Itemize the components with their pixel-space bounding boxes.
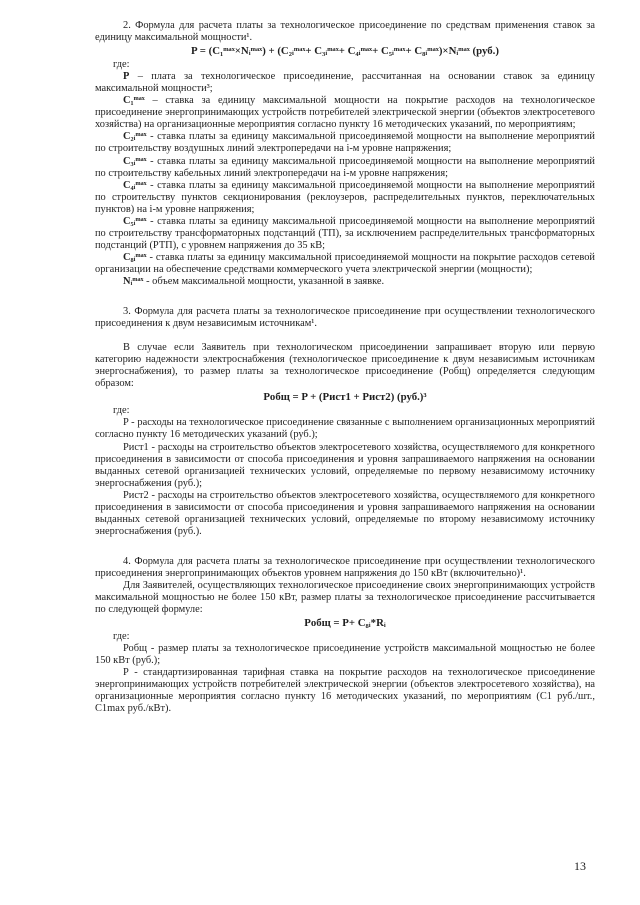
def-symbol: Р xyxy=(123,667,129,679)
section-2-where-label: где: xyxy=(113,59,130,71)
def-symbol: C₁ᵐᵃˣ xyxy=(123,95,145,107)
def-symbol: C₅ᵢᵐᵃˣ xyxy=(123,215,147,227)
section-4-where-label: где: xyxy=(113,631,130,643)
section-3-formula: Pобщ = P + (Pист1 + Pист2) (руб.)³ xyxy=(263,391,427,404)
def-symbol: C₄ᵢᵐᵃˣ xyxy=(123,179,147,191)
s3-def-p1 xyxy=(95,442,595,490)
def-text: - ставка платы за единицу максимальной присоединяемой мощности на выполнение мероприятий по строительству трансформаторных подстанций (ТП), за исключением распределительных трансформаторных подстанций (РТП), с уровнем напряжения до 35 кВ; xyxy=(95,215,595,251)
def-text: - ставка платы за единицу максимальной присоединяемой мощности на выполнение мероприятий по строительству пунктов секционирования (реклоузеров, распределительных пунктов, переключательных пунктов) на i-м уровне напряжения; xyxy=(95,179,595,215)
def-text: - размер платы за технологическое присоединение устройств максимальной мощностью не более 150 кВт (руб.); xyxy=(95,643,595,667)
def-symbol: Pист1 xyxy=(123,441,149,453)
section-3-intro: 3. Формула для расчета платы за технологическое присоединение при осуществлении технологического присоединения к двум независимым источникам¹. xyxy=(95,306,595,330)
section-3-paragraph: В случае если Заявитель при технологическом присоединении запрашивает вторую или первую категорию надежности электроснабжения (технологическое присоединение к двум независимым источникам энергоснабжения), то размер платы за технологическое присоединение (Pобщ) определяется следующим образом: xyxy=(95,342,595,390)
def-text: – ставка за единицу максимальной мощности на покрытие расходов на технологическое присоединение энергопринимающих устройств потребителей электрической энергии (объектов электросетевого хозяйства) на организационные мероприятия согласно пункту 16 методических указаний, по мероприятиям; xyxy=(95,95,595,131)
def-symbol: P xyxy=(123,417,129,429)
def-text: - расходы на строительство объектов электросетевого хозяйства, осуществляемого для конкретного присоединения в зависимости от способа присоединения и уровня запрашиваемого напряжения на основании выданных сетевой организацией технических условий, определяемые по второму независимому источнику энергоснабжения (руб.). xyxy=(95,489,595,537)
def-text: - расходы на технологическое присоединение связанные с выполнением организационных мероприятий согласно пункту 16 методических указаний (руб.); xyxy=(95,417,595,441)
s2-def-c4 xyxy=(95,180,595,216)
s2-def-c2 xyxy=(95,131,595,155)
def-symbol: C₃ᵢᵐᵃˣ xyxy=(123,155,147,167)
def-symbol: Робщ xyxy=(123,643,148,655)
section-2-formula: P = (C₁ᵐᵃˣ×Nᵢᵐᵃˣ) + (C₂ᵢᵐᵃˣ+ C₃ᵢᵐᵃˣ+ C₄ᵢᵐᵃˣ+ C₅ᵢᵐᵃˣ+ C₈ᵢᵐᵃˣ)×Nᵢᵐᵃˣ (руб.) xyxy=(191,45,499,58)
s4-def-p-total xyxy=(95,643,595,667)
section-2-intro: 2. Формула для расчета платы за технологическое присоединение по средствам применения ставок за единицу максимальной мощности¹. xyxy=(95,20,595,44)
s2-def-n xyxy=(95,276,595,288)
def-symbol: Nᵢᵐᵃˣ xyxy=(123,275,144,287)
def-text: - ставка платы за единицу максимальной присоединяемой мощности на выполнение мероприятий по строительству кабельных линий электропередачи на i-м уровне напряжения; xyxy=(95,155,595,179)
s4-def-p xyxy=(95,667,595,715)
def-text: - объем максимальной мощности, указанной в заявке. xyxy=(143,275,385,287)
section-3-where-label: где: xyxy=(113,405,130,417)
def-text: - расходы на строительство объектов электросетевого хозяйства, осуществляемого для конкретного присоединения в зависимости от способа присоединения и уровня запрашиваемого напряжения на основании выданных сетевой организацией технических условий, определяемые по первому независимому источнику энергоснабжения (руб.); xyxy=(95,441,595,489)
s3-def-p2 xyxy=(95,490,595,538)
def-symbol: Pист2 xyxy=(123,489,149,501)
def-symbol: C₂ᵢᵐᵃˣ xyxy=(123,131,147,143)
s3-def-p xyxy=(95,417,595,441)
page-number: 13 xyxy=(574,859,586,873)
s2-def-c3 xyxy=(95,156,595,180)
def-text: - ставка платы за единицу максимальной присоединяемой мощности на выполнение мероприятий по строительству воздушных линий электропередачи на i-м уровне напряжения; xyxy=(95,131,595,155)
def-symbol: C₈ᵢᵐᵃˣ xyxy=(123,251,147,263)
def-text: - стандартизированная тарифная ставка на покрытие расходов на технологическое присоединение энергопринимающих устройств потребителей электрической энергии (объектов электросетевого хозяйства), на организационные мероприятия согласно пункту 16 методических указаний, по мероприятиям (С1 руб./шт., С1max руб./кВт). xyxy=(95,667,595,715)
section-4-formula: Pобщ = P+ C₈ᵢ*Rᵢ xyxy=(304,617,386,630)
s2-def-p xyxy=(95,71,595,95)
section-4-intro: 4. Формула для расчета платы за технологическое присоединение при осуществлении технологического присоединения энергопринимающих объектов уровнем напряжения до 150 кВт (включительно)¹. xyxy=(95,555,595,579)
def-text: – плата за технологическое присоединение, рассчитанная на основании ставок за единицу максимальной мощности³; xyxy=(95,71,595,95)
section-4-paragraph: Для Заявителей, осуществляющих технологическое присоединение своих энергопринимающих устройств максимальной мощностью не более 150 кВт, размер платы за технологическое присоединение рассчитывается по следующей формуле: xyxy=(95,579,595,616)
s2-def-c1 xyxy=(95,95,595,131)
def-symbol: Р xyxy=(123,71,130,83)
s2-def-c8 xyxy=(95,252,595,276)
s2-def-c5 xyxy=(95,216,595,252)
def-text: - ставка платы за единицу максимальной присоединяемой мощности на покрытие расходов сетевой организации на обеспечение средствами коммерческого учета электрической энергии (мощности); xyxy=(95,251,595,275)
document-body xyxy=(95,20,595,715)
